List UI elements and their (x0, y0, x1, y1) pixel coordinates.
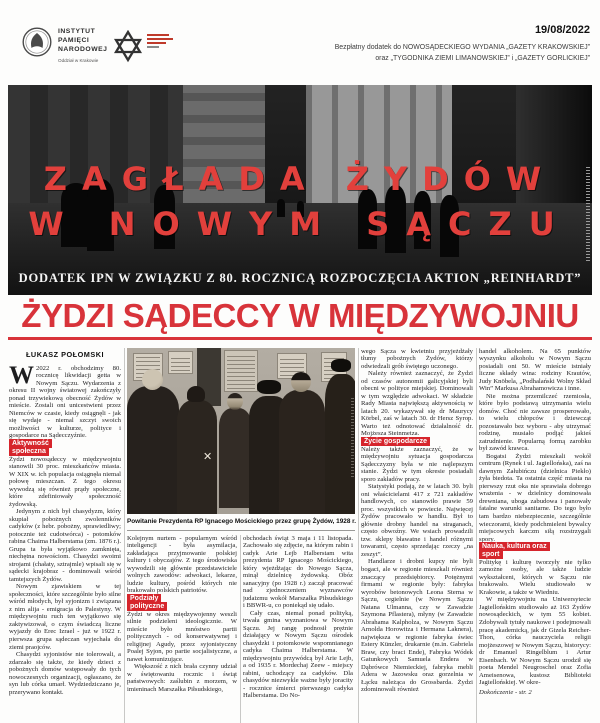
star-of-david-icon (113, 30, 143, 64)
paragraph: Cały czas, niemal ponad polityką, trwała gmina wyznaniowa w Nowym Sączu. Jej rangę podnosił prężnie działający w Nowym Sączu ośrodek chasydzki i potomkowie wspomnianego cadyka Chaima Halberstama. W międzywojniu przywódcą był Arie Lejb, a od 1935 r. Mordechaj Zeew - miejscy rabini, uchodzący za cadyków. Dla chasydów niezwykle ważne były joracity - rocznice śmierci pierwszego cadyka Halberstama. Do No- (243, 609, 353, 700)
paragraph: handel alkoholem. Na 65 punktów wyszynku alkoholu w Nowym Sączu posiadali oni 50. W mieście istniały liczne składy wina: rodziny Krautów, Judy Knöbela, „Podhalański Wolny Skład Win” Markusa Abrahamowicza i inne. (479, 347, 591, 393)
middle-columns (127, 535, 355, 723)
banner-kicker: DODATEK IPN W ZWIĄZKU Z 80. ROCZNICĄ ROZPOCZĘCIA AKTION „REINHARDT” (18, 271, 582, 285)
paragraph: Handlarze i drobni kupcy nie byli bogaci, ale w regionie mieszkali również znaczący przedsiębiorcy. Potężnymi firmami w regionie były: fabryka wyrobów betonowych Leona Sterna w Sączu, cegielnie (w Nowym Sączu Natana Ulmanna, czy w Zawadzie Szymona Pflastera), młyny (w Zawadzie Abrahama Kalpholza, w Nowym Sączu Arnolda Horowitza i Hermana Laknera), największa w regionie fabryka świec Estery Künzler, drukarnie (m.in. Gabriela Braw, czy braci Ende), Fabryka Wódek Gatunkowych Samuela Endera w Dąbrówce Niemieckiej, fabryka mebli Adera w Jazowsku oraz gorzelnia w Łącku należąca do Grossbarda. Żydzi zdominowali również (361, 558, 473, 694)
section-heading-label: Podziały polityczne (127, 594, 167, 611)
paragraph: obchodach świąt 3 maja i 11 listopada. Zachowało się zdjęcie, na którym rabin i cadyk Arie Lejb Halberstam wita prezydenta RP Ignacego Mościckiego, który wjeżdżając do Nowego Sącza, minął dzielnicę żydowską. Obóz sanacyjny (po 1928 r.) zaczął pracować nad zjednoczeniem wyznawców judaizmu wokół Marszałka Piłsudskiego i BBWR-u, co poniekąd się udało. (243, 534, 353, 610)
ipn-name-line2: PAMIĘCI (58, 37, 90, 45)
paragraph: Należy także zaznaczyć, że w międzywojniu sytuacja gospodarcza Sądecczyzny była w nie najlepszym stanie. Żydzi w tym okresie posiadali sporo zakładów pracy. (361, 445, 473, 483)
paragraph: Nie można przemilczeć rzemiosła, które było podstawą utrzymania wielu domów. Choć nie zawsze prosperowało, to wielu chłopców i dziewcząt pozostawało bez wyboru - aby utrzymać rodzinę, musiało podjąć jakieś zatrudnienie. Popularną formą zarobku był zawód krawca. (479, 392, 591, 453)
photo-figure (219, 408, 252, 508)
headline-block (8, 299, 592, 340)
ipn-branch-label: Oddział w Krakowie (58, 57, 99, 63)
ipn-name-line1: INSTYTUT (58, 28, 96, 35)
paragraph: W międzywojniu na Uniwersytecie Jagiellońskim studiowało aż 163 Żydów nowosądeckich, w tym 55 kobiet. Zdobywali tytuły naukowe i podejmowali pracę akademicką, jak dr Gizela Reicher-Thon, córka nauczyciela religii mojżeszowej w Nowym Sączu, historycy: dr Emanuel Ringelblum i Artur Eisenbach. W Nowym Sączu urodził się poeta Mendel Neugroschel oraz Zofia Ameisenowa, kustosz Biblioteki Jagiellońskiej. W okre- (479, 596, 591, 687)
issue-info (335, 24, 590, 64)
section-heading-social (9, 440, 79, 456)
section-heading-label: Życie gospodarcze (361, 437, 430, 446)
ipn-logo (22, 27, 107, 63)
banner-title-line1: ZAGŁADA ŻYDÓW (43, 160, 557, 198)
section-heading-economy (361, 438, 431, 446)
article-body (9, 348, 591, 723)
horizontal-rule (127, 530, 355, 531)
paragraph: Żydzi nowosądeccy w międzywojniu stanowili 30 proc. mieszkańców miasta. W XIX w. ich populacja osiągnęła niemal połowę mieszczan. Z tego okresu wywodzą się również prądy społeczne, które zdefiniowały społeczność żydowską. (9, 455, 121, 508)
article-column-1 (9, 348, 121, 723)
column-divider (476, 348, 477, 723)
paragraph: Większość z nich brała czynny udział w świętowaniu rocznic i świąt państwowych: zaślubin z morzem, w imieninach Marszałka Piłsudskiego, (127, 663, 237, 693)
paragraph: Żydzi w okres międzywojenny weszli silnie podzieleni ideologicznie. W mieście było mnóstwo partii politycznych - od konserwatywnej i religijnej Agudy, przez syjonistyczny Poalej Syjon, po partie socjalistyczne, a nawet komunizujące. (127, 610, 237, 663)
article-column-3 (243, 535, 353, 723)
ipn-logo-text (58, 27, 107, 63)
column-divider (124, 348, 125, 723)
issue-date: 19/08/2022 (534, 24, 590, 36)
photo-figure (127, 386, 179, 514)
paragraph: wego Sącza w kwietniu przyjeżdżały tłumy pobożnych Żydów, którzy odwiedzali grób świętego uczonego. (361, 347, 473, 370)
article-column-2 (127, 535, 237, 723)
paragraph: Statystyki podają, że w latach 30. byli oni właścicielami 417 z 721 zakładów handlowych, co stanowiło prawie 59 proc. wszystkich w powiecie. Najwięcej Żydów pracowało w handlu. Był to głównie drobny handel na straganach, często obwoźny. We wsiach prowadzili tzw. sklepy bławatne i handel różnymi towarami, często sprzedając rzeczy „na zeszyt”. (361, 483, 473, 558)
paragraph: Kolejnym nurtem - popularnym wśród inteligencji - była asymilacja, zakładająca przyjmowanie polskiej kultury i obyczajów. Z tego środowiska wywodzili się głównie przedstawiciele wolnych zawodów: adwokaci, lekarze, ludzie kultury, pośród których nie brakowało polskich patriotów. (127, 534, 237, 595)
photo-figure (279, 390, 325, 514)
article-column-5 (479, 348, 591, 723)
article-middle-block (127, 348, 355, 723)
banner-title-line2: W NOWYM SĄCZU (28, 205, 572, 243)
photo-x-mark: ✕ (203, 449, 213, 463)
section-heading-politics (127, 595, 197, 611)
masthead (0, 0, 600, 85)
section-heading-label: Nauka, kultura oraz sport (479, 542, 550, 559)
section-heading-culture (479, 543, 549, 559)
author-byline: ŁUKASZ POŁOMSKI (25, 349, 105, 359)
paragraph: Politykę i kulturę tworzyły nie tylko zamożne osoby, ale także ludzie wykształceni, których w Sączu nie brakowało. Wielu studiowało w Krakowie, a także w Wiedniu. (479, 558, 591, 596)
wall-poster (224, 350, 258, 392)
distribution-line-1: Bezpłatny dodatek do NOWOSĄDECKIEGO WYDANIA „GAZETY KRAKOWSKIEJ” (334, 44, 590, 51)
paragraph: Jedynym z nich był chasydyzm, który skupiał pobożnych zwolenników cadyków (z hebr. pobożny, sprawiedliwy; potocznie też cudotwórca) - potomków rabina Chaima Halberstama (zm. 1876 r.). Grupa ta była wyjątkowo zamknięta, niechętna nowościom. Chasydzi swoimi strojami (chałaty, sztrajmle) wpisali się w sądecki krajobraz - dominowali wśród tamtejszych Żydów. (9, 508, 121, 583)
wall-poster (168, 351, 193, 374)
photo-credit (351, 397, 354, 477)
ipn-eagle-emblem-icon (22, 27, 52, 57)
page-headline: ŻYDZI SĄDECCY W MIĘDZYWOJNIU (21, 297, 579, 334)
ipn-name (58, 27, 107, 55)
distribution-line-2: oraz „TYGODNIKA ZIEMI LIMANOWSKIEJ” i „GAZETY GORLICKIEJ” (375, 54, 590, 62)
group-photo (127, 348, 355, 514)
paragraph: Bogatsi Żydzi mieszkali wokół centrum (Rynek i ul. Jagiellońska), zaś na dawnym Załubińczu (dzielnica Piekło) żyła biedota. Ta ostatnia część miasta na pierwszy rzut oka nie sprawiała dobrego wrażenia - w dzielnicy dominowała drewniana, uboga zabudowa i panowały fatalne warunki sanitarne. Do tego było tam bardzo niebezpiecznie, szczególnie wieczorami, kiedy podchmieleni bywalcy miejscowych karczm siłą rozstrzygali spory. (479, 452, 591, 543)
column-divider (240, 535, 241, 723)
banner-photo (8, 85, 592, 295)
anniversary-logo (113, 30, 173, 64)
section-heading-label: Aktywność społeczna (9, 439, 52, 456)
anniversary-logo-microtext (147, 34, 173, 50)
paragraph: Nowym zjawiskiem w tej społeczności, które szczególnie było silne wśród młodych, był syjonizm i związana z nim alija - emigracja do Palestyny. W międzywojniu ruch ten wyjątkowo się zaktywizował, o czym świadczą liczne wyjazdy do Erec Izrael - już w 1922 r. pierwsza grupa sądeczan wyjechała do ziemi praojców. (9, 583, 121, 651)
paragraph: W2022 r. obchodzimy 80. rocznicę likwidacji getta w Nowym Sączu. Wydarzenia z okresu II wojny światowej zakończyły ponad trzywiekową obecność Żydów w mieście. Zostali oni unicestwieni przez Niemców w czasie, kiedy osiągnęli - jak się wydaje - niemal szczyt swoich możliwości w kulturze, polityce i gospodarce na Sądecczyźnie. (9, 361, 121, 440)
continuation-note: Dokończenie - str. 2 (479, 688, 532, 696)
ipn-name-line3: NARODOWEJ (58, 46, 108, 54)
paragraph: Chasydzi syjonistów nie tolerowali, a zdarzało się także, że kiedy dzieci z pobożnych domów wstępowały do tych nowoczesnych organizacji, ogłaszano, że syn lub córka umarł. Wydziedziczano je, przerywano kontakt. (9, 651, 121, 696)
banner-title (8, 160, 592, 243)
column-divider (358, 348, 359, 723)
article-column-4 (361, 348, 473, 723)
paragraph: Należy również zaznaczyć, że Żydzi od czasów autonomii galicyjskiej byli obecni w polityce miejskiej. Dominowali w tym względzie adwokaci. W składzie Rady Miasta największą aktywnością w latach 20. wykazywał się dr Maurycy Körbel, zaś w latach 30. dr Hersz Syrop. Warto też odnotować działalność dr. Mojżesza Steinmetza. (361, 370, 473, 438)
photo-caption: Powitanie Prezydenta RP Ignacego Mościckiego przez grupę Żydów, 1928 r. (127, 517, 357, 525)
